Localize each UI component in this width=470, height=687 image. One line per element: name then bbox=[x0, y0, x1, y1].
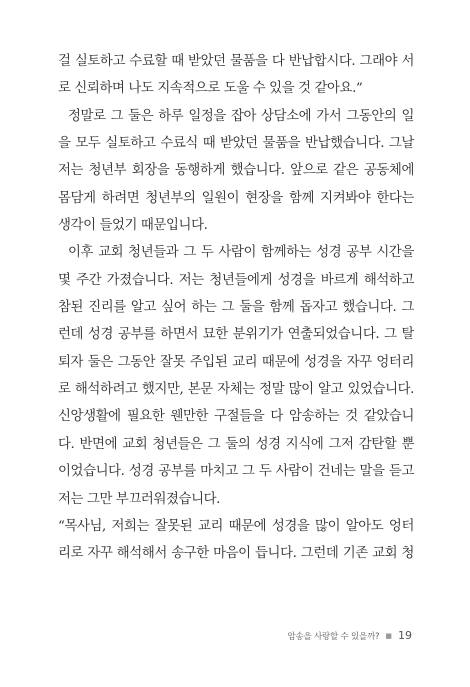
text-line: 다. 반면에 교회 청년들은 그 둘의 성경 지식에 그저 감탄할 뿐 bbox=[58, 436, 414, 452]
text-line: 정말로 그 둘은 하루 일정을 잡아 상담소에 가서 그동안의 일 bbox=[68, 108, 414, 124]
footer-separator: ■ bbox=[385, 631, 392, 640]
running-title: 암송을 사랑할 수 있을까? bbox=[287, 631, 380, 642]
text-line: 런데 성경 공부를 하면서 묘한 분위기가 연출되었습니다. 그 탈 bbox=[58, 327, 414, 343]
text-line: 참된 진리를 알고 싶어 하는 그 둘을 함께 돕자고 했습니다. 그 bbox=[58, 300, 414, 316]
text-line: 저는 청년부 회장을 동행하게 했습니다. 앞으로 같은 공동체에 bbox=[58, 163, 414, 179]
text-line: 퇴자 둘은 그동안 잘못 주입된 교리 때문에 성경을 자꾸 엉터리 bbox=[58, 354, 414, 370]
text-line: “목사님, 저희는 잘못된 교리 때문에 성경을 많이 알아도 엉터 bbox=[58, 518, 414, 534]
text-line: 리로 자꾸 해석해서 송구한 마음이 듭니다. 그런데 기존 교회 청 bbox=[58, 546, 414, 562]
text-line: 걸 실토하고 수료할 때 받았던 물품을 다 반납합시다. 그래야 서 bbox=[58, 54, 414, 69]
text-line: 로 해석하려고 했지만, 본문 자체는 정말 많이 알고 있었습니다. bbox=[58, 382, 414, 398]
text-line: 신앙생활에 필요한 웬만한 구절들을 다 암송하는 것 같았습니 bbox=[58, 409, 414, 425]
text-line: 저는 그만 부끄러워졌습니다. bbox=[58, 491, 220, 507]
text-line: 몇 주간 가졌습니다. 저는 청년들에게 성경을 바르게 해석하고 bbox=[58, 272, 414, 288]
text-line: 로 신뢰하며 나도 지속적으로 도울 수 있을 것 같아요.” bbox=[58, 81, 363, 97]
body-text bbox=[58, 48, 414, 568]
page-number: 19 bbox=[398, 629, 412, 642]
text-line: 몸담게 하려면 청년부의 일원이 현장을 함께 지켜봐야 한다는 bbox=[58, 190, 414, 206]
page-footer bbox=[287, 629, 412, 642]
text-line: 이었습니다. 성경 공부를 마치고 그 두 사람이 건네는 말을 듣고 bbox=[58, 464, 414, 480]
text-line: 을 모두 실토하고 수료식 때 받았던 물품을 반납했습니다. 그날 bbox=[58, 136, 414, 152]
text-line: 생각이 들었기 때문입니다. bbox=[58, 218, 208, 234]
text-line: 이후 교회 청년들과 그 두 사람이 함께하는 성경 공부 시간을 bbox=[68, 245, 414, 261]
